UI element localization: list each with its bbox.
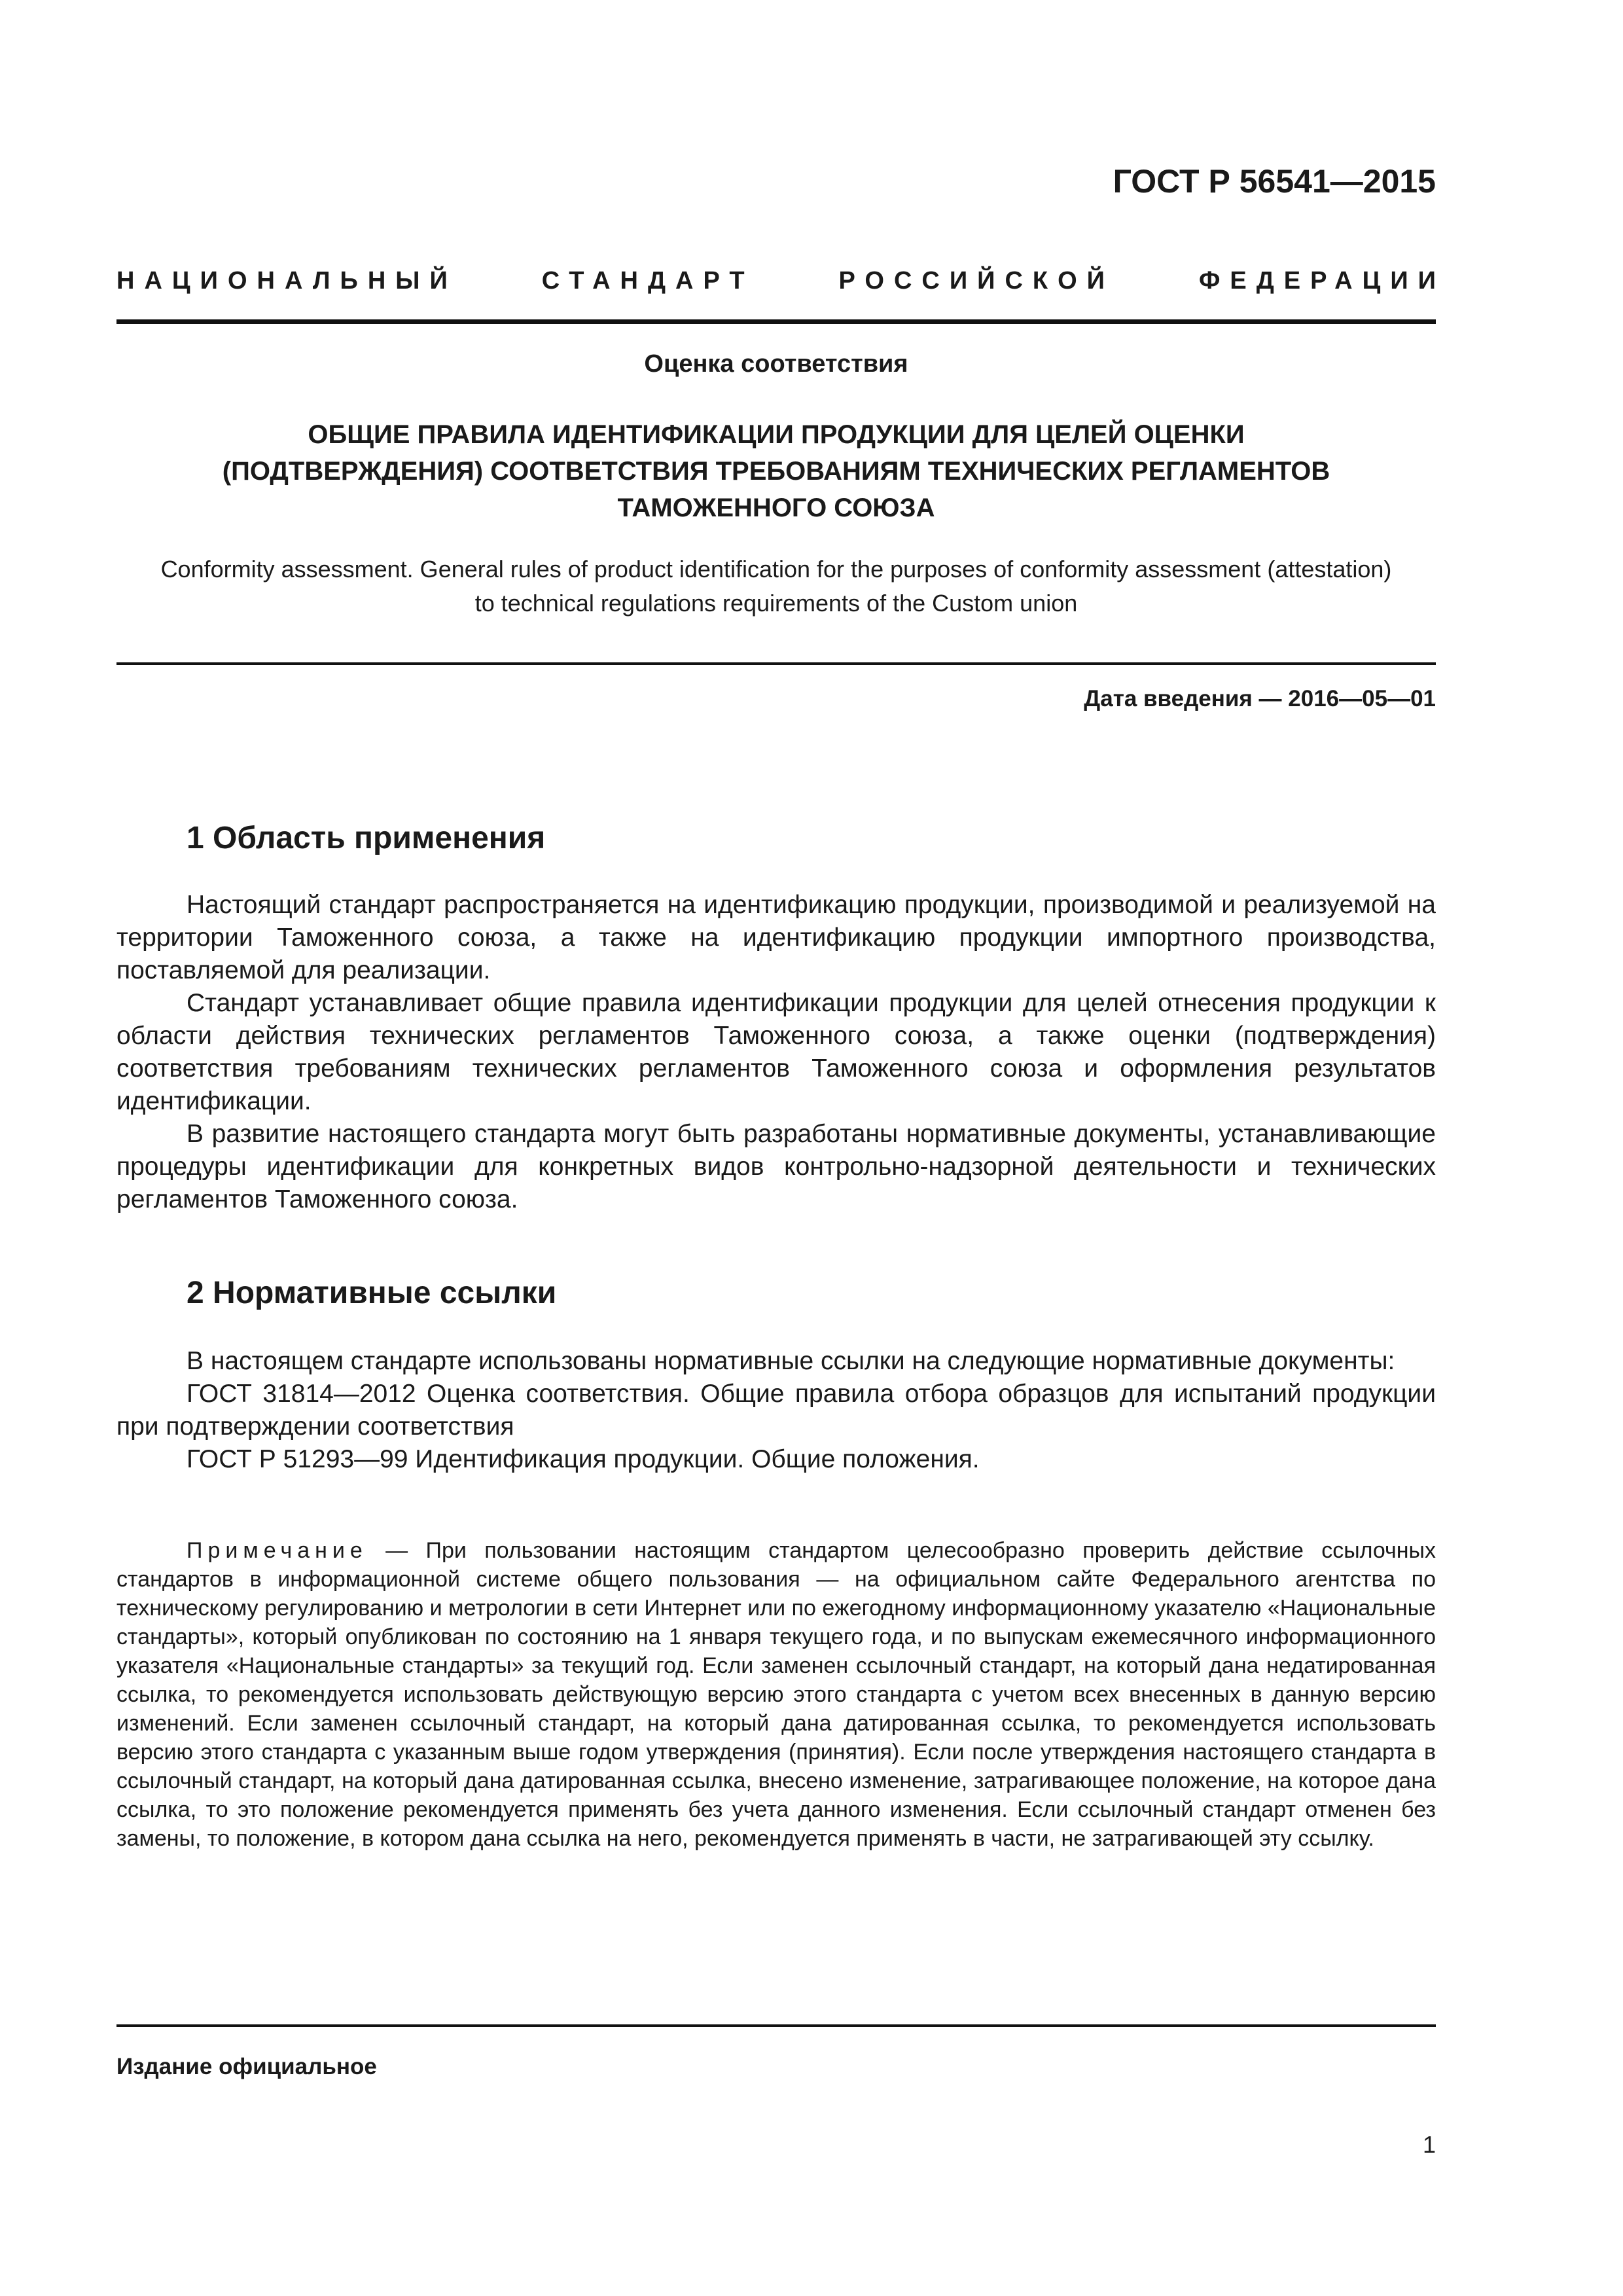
note: [116, 1536, 1436, 1853]
section-heading-normative-references: 2 Нормативные ссылки: [187, 1276, 557, 1310]
title-divider: [116, 662, 1436, 665]
document-title-english: Conformity assessment. General rules of product identification for the purposes of conformity assessment (attestation) to technical regulations requirements of the Custom union: [160, 556, 1392, 617]
subject-heading: Оценка соответствия: [644, 350, 908, 378]
paragraph: В развитие настоящего стандарта могут быть разработаны нормативные документы, устанавливающие процедуры идентификации для конкретных видов контрольно-надзорной деятельности и технических регламентов Таможенного союза.: [116, 1120, 1436, 1213]
page-number: 1: [1422, 2131, 1436, 2158]
reference-item: ГОСТ Р 51293—99 Идентификация продукции. Общие положения.: [187, 1445, 980, 1473]
banner-word-3: РОССИЙСКОЙ: [838, 267, 1115, 295]
official-edition-label: Издание официальное: [116, 2054, 377, 2079]
reference-item: ГОСТ 31814—2012 Оценка соответствия. Общие правила отбора образцов для испытаний продукции при подтверждении соответствия: [116, 1380, 1436, 1441]
paragraph: В настоящем стандарте использованы нормативные ссылки на следующие нормативные документы:: [187, 1347, 1395, 1375]
document-title: ОБЩИЕ ПРАВИЛА ИДЕНТИФИКАЦИИ ПРОДУКЦИИ ДЛЯ ЦЕЛЕЙ ОЦЕНКИ (ПОДТВЕРЖДЕНИЯ) СООТВЕТСТВИЯ ТРЕБОВАНИЯМ ТЕХНИЧЕСКИХ РЕГЛАМЕНТОВ ТАМОЖЕННОГО СОЮЗА: [222, 420, 1330, 522]
header-divider: [116, 319, 1436, 324]
introduction-date: Дата введения — 2016—05—01: [1084, 686, 1436, 711]
section-body-scope: [116, 889, 1436, 1216]
note-label: Примечание: [187, 1538, 368, 1563]
paragraph: Стандарт устанавливает общие правила идентификации продукции для целей отнесения продукции к области действия технических регламентов Таможенного союза, а также оценки (подтверждения) соответствия требованиям технических регламентов Таможенного союза и оформления результатов идентификации.: [116, 989, 1436, 1115]
document-id: ГОСТ Р 56541—2015: [1113, 163, 1436, 200]
section-heading-scope: 1 Область применения: [187, 821, 546, 855]
footer-divider: [116, 2024, 1436, 2027]
banner-word-2: СТАНДАРТ: [541, 267, 755, 295]
paragraph: Настоящий стандарт распространяется на идентификацию продукции, производимой и реализуемой на территории Таможенного союза, а также на идентификацию продукции импортного производства, поставляемой для реализации.: [116, 891, 1436, 984]
national-standard-banner: [116, 267, 1446, 295]
note-text: — При пользовании настоящим стандартом целесообразно проверить действие ссылочных стандартов в информационной системе общего пользования — на официальном сайте Федерального агентства по техническому регулированию и метрологии в сети Интернет или по ежегодному информационному указателю «Национальные стандарты», который опубликован по состоянию на 1 января текущего года, и по выпускам ежемесячного информационного указателя «Национальные стандарты» за текущий год. Если заменен ссылочный стандарт, на который дана недатированная ссылка, то рекомендуется использовать действующую версию этого стандарта с учетом всех внесенных в данную версию изменений. Если заменен ссылочный стандарт, на который дана датированная ссылка, то рекомендуется использовать версию этого стандарта с указанным выше годом утверждения (принятия). Если после утверждения настоящего стандарта в ссылочный стандарт, на который дана датированная ссылка, внесено изменение, затрагивающее положение, на которое дана ссылка, то это положение рекомендуется применять без учета данного изменения. Если ссылочный стандарт отменен без замены, то положение, в котором дана ссылка на него, рекомендуется применять в части, не затрагивающей эту ссылку.: [116, 1538, 1436, 1851]
banner-word-4: ФЕДЕРАЦИИ: [1198, 267, 1446, 295]
section-body-normative-references: [116, 1345, 1436, 1476]
banner-word-1: НАЦИОНАЛЬНЫЙ: [116, 267, 457, 295]
